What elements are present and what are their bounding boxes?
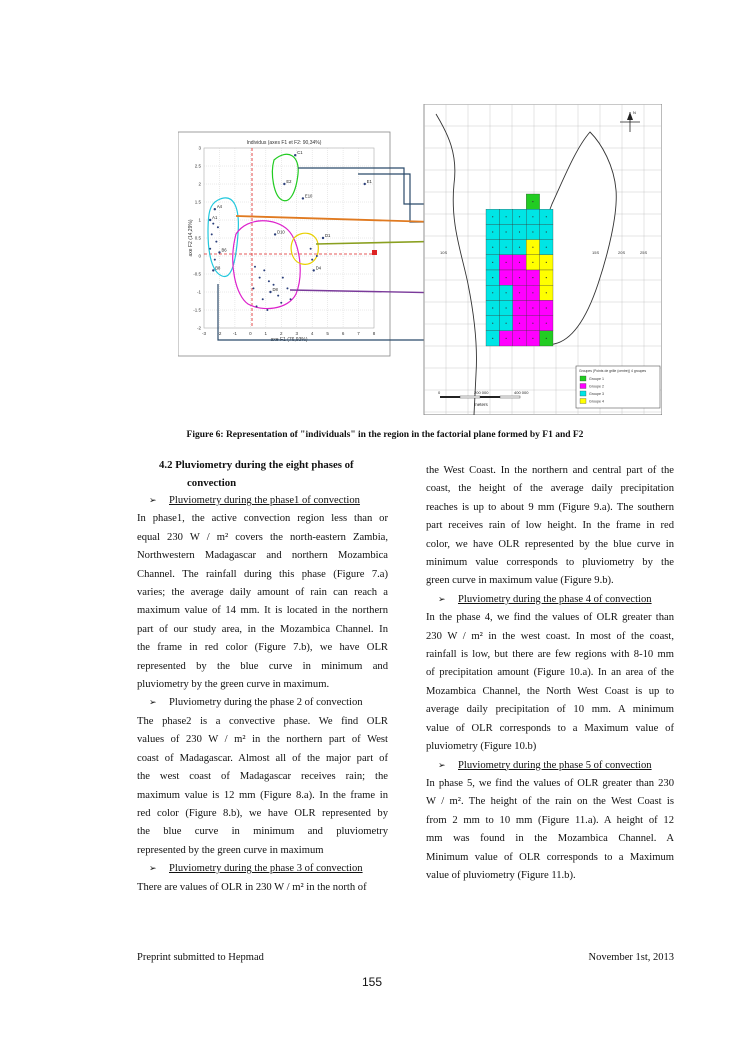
svg-text:meters: meters [474, 402, 488, 407]
section-title-line1: 4.2 Pluviometry during the eight phases of [159, 459, 354, 471]
figure-6 [178, 104, 662, 415]
legend-swatch [580, 391, 586, 396]
y-tick-label: 1.5 [194, 199, 201, 205]
scatter-point [266, 309, 268, 311]
scatter-point [214, 208, 216, 210]
point-label: B6 [221, 247, 227, 253]
svg-text:15S: 15S [592, 250, 600, 255]
scatter-point [215, 241, 217, 243]
footer-right: November 1st, 2013 [588, 952, 674, 963]
svg-text:N: N [633, 110, 636, 115]
y-tick-label: -2 [196, 325, 201, 331]
svg-text:25S: 25S [640, 250, 648, 255]
text-line: Channel. The rainfall during this phase (Figure 7.a) [137, 568, 388, 580]
figure-6-graphic [178, 104, 662, 415]
right-column [426, 462, 674, 885]
x-tick-label: -3 [201, 331, 207, 336]
scatter-point [364, 183, 366, 185]
point-label: E1 [366, 179, 372, 184]
x-tick-label: 1 [264, 331, 268, 336]
legend-title: Groupes (Points de grille (centre)) 4 groupes [579, 369, 647, 373]
scatter-point [322, 237, 324, 239]
scatter-point [311, 259, 313, 261]
point-label: A1 [212, 215, 218, 220]
arrow-bullet-icon: ➢ [438, 594, 446, 605]
map-panel [424, 104, 662, 415]
scatter-point [254, 266, 256, 268]
text-line: maximum value is 12 mm (Figure 8.a). In the frame in [137, 789, 388, 801]
text-line: In phase1, the active convection region less than or [137, 513, 388, 525]
text-line: Minimum value of OLR corresponds to a Maximum [426, 851, 674, 863]
left-column [137, 456, 388, 897]
text-line: minimum value corresponds to pluviometry by the [426, 557, 674, 569]
phase2-paragraph [137, 713, 388, 860]
scatter-point [273, 284, 275, 286]
scatter-point [209, 219, 211, 221]
legend-swatch [580, 376, 586, 381]
phase4-heading: ➢ Pluviometry during the phase 4 of convection [426, 591, 674, 609]
text-line: value of pluviometry (Figure 11.b). [426, 869, 576, 881]
y-tick-label: -1 [196, 289, 201, 295]
scatter-point [280, 302, 282, 304]
phase1-heading: ➢ Pluviometry during the phase1 of convection [137, 492, 388, 510]
text-line: from 2 mm to 10 mm (Figure 11.a). A height of 12 [426, 814, 674, 826]
text-line: equal 230 W / m² covers the north-eastern Zambia, [137, 531, 388, 543]
figure-caption: Figure 6: Representation of "individuals" in the region in the factorial plane formed by F1 and F2 [186, 430, 584, 440]
svg-text:0: 0 [438, 390, 441, 395]
text-line: In the phase 4, we find the values of OLR greater than [426, 612, 674, 624]
scatter-point [209, 248, 211, 250]
phase1-paragraph [137, 510, 388, 694]
text-line: color, we have OLR represented by the blue curve in [426, 538, 674, 550]
text-line: part of our study area, in the Mozambica Channel. In [137, 623, 388, 635]
text-line: pluviometry by the green curve in maximum. [137, 679, 330, 691]
scatter-point [262, 298, 264, 300]
y-tick-label: -1.5 [193, 307, 201, 313]
x-tick-label: 7 [357, 331, 360, 336]
x-tick-label: 4 [310, 331, 314, 336]
scatter-point [282, 277, 284, 279]
phase3-heading: ➢ Pluviometry during the phase 3 of convection [137, 860, 388, 878]
legend-swatch [580, 384, 586, 389]
scatter-point [259, 277, 261, 279]
arrow-bullet-icon: ➢ [149, 864, 157, 875]
legend-item: Groupe 1 [589, 377, 604, 381]
scatter-point [212, 269, 214, 271]
scatter-point [212, 223, 214, 225]
text-line: mm was found in the Mozambica Channel. A [426, 833, 674, 845]
y-tick-label: 0 [198, 253, 201, 259]
text-line: In phase 5, we find the values of OLR greater than 230 [426, 777, 674, 789]
svg-text:10S: 10S [440, 250, 448, 255]
scatter-point [268, 280, 270, 282]
scatter-title: Individus (axes F1 et F2: 90,34%) [246, 140, 322, 146]
text-line: values of 230 W / m² in the northern part of West [137, 734, 388, 746]
y-tick-label: 3 [198, 145, 201, 151]
scatter-point [283, 183, 285, 185]
x-tick-label: -2 [217, 331, 222, 336]
y-tick-label: 2.5 [194, 163, 201, 169]
scatter-point [269, 291, 271, 293]
text-line: varies; the average daily amount of rain can reach a [137, 587, 388, 599]
arrow-bullet-icon: ➢ [438, 760, 446, 771]
text-line: coast, the height of the average daily precipitation [426, 483, 674, 495]
text-line: the west coast of Madagascar receives rain; the [137, 771, 388, 783]
x-tick-label: 8 [372, 331, 376, 336]
scatter-point [217, 226, 219, 228]
legend-item: Groupe 2 [589, 384, 604, 389]
scatter-point [263, 269, 265, 271]
scatter-point [274, 233, 276, 235]
point-label: D1 [325, 233, 331, 238]
point-label: E2 [286, 179, 292, 184]
phase2-heading: ➢ Pluviometry during the phase 2 of convection [137, 694, 388, 712]
y-tick-label: 0.5 [194, 235, 201, 241]
text-line: There are values of OLR in 230 W / m² in the north of [137, 881, 367, 893]
text-line: red color (Figure 8.b), we have OLR represented by [137, 807, 388, 819]
pca-scatter-panel [178, 132, 390, 356]
footer-left: Preprint submitted to Hepmad [137, 952, 264, 963]
text-line: pluviometry (Figure 10.b) [426, 741, 537, 753]
svg-text:20S: 20S [618, 250, 626, 255]
scatter-point [256, 305, 258, 307]
y-tick-label: 1 [198, 217, 201, 223]
point-label: D10 [277, 229, 285, 235]
phase5-paragraph [426, 775, 674, 885]
x-tick-label: 3 [295, 331, 298, 336]
section-title-line2: convection [187, 477, 237, 489]
text-line: coast of Madagascar. Almost all of the major part of [137, 752, 388, 764]
point-label: D8 [272, 287, 278, 292]
y-tick-label: 2 [198, 181, 201, 187]
scatter-point [302, 197, 304, 199]
point-label: E10 [304, 193, 313, 199]
scatter-point [252, 287, 254, 289]
text-line: reaches is up to about 9 mm (Figure 9.a). The southern [426, 501, 674, 513]
arrow-bullet-icon: ➢ [149, 496, 157, 506]
scatter-x-label: axe F1 (76,93%) [270, 337, 308, 343]
svg-text:400 000: 400 000 [514, 390, 529, 395]
map-group-cells [486, 194, 553, 346]
x-tick-label: 2 [280, 331, 283, 336]
scatter-point [211, 233, 213, 235]
svg-text:200 000: 200 000 [474, 390, 489, 395]
scatter-point [294, 154, 296, 156]
text-line: Northwestern Madagascar and northern Mozambica [137, 550, 388, 562]
scatter-point [277, 295, 279, 297]
point-label: D4 [315, 265, 322, 271]
scatter-point [214, 259, 216, 261]
scatter-point [290, 298, 292, 300]
legend-item: Groupe 4 [589, 399, 604, 404]
x-tick-label: 6 [341, 331, 345, 336]
text-line: The phase2 is a convective phase. We find OLR [137, 715, 388, 727]
text-line: maximum value of 14 mm. It is located in the northern [137, 605, 388, 617]
text-line: 230 W / m² in the west coast. In most of the coast, [426, 630, 674, 642]
legend-item: Groupe 3 [589, 392, 604, 396]
x-tick-label: 0 [249, 331, 252, 336]
y-tick-label: -0.5 [193, 271, 201, 277]
text-line: value of OLR corresponds to a Maximum value of [426, 722, 674, 734]
text-line: Mozambica Channel, the North West Coast is up to [426, 685, 674, 697]
phase4-paragraph [426, 609, 674, 756]
legend-swatch [580, 399, 586, 404]
text-line: W / m². The height of the rain on the West Coast is [426, 796, 674, 808]
scatter-y-label: axe F2 (14,29%) [188, 219, 194, 257]
arrow-bullet-icon: ➢ [149, 698, 157, 709]
phase3-paragraph-start [137, 879, 388, 897]
x-tick-label: -1 [232, 331, 237, 336]
text-line: green curve in maximum value (Figure 9.b). [426, 575, 614, 587]
x-tick-label: 5 [326, 331, 329, 336]
text-line: represented by the blue curve in minimum and [137, 660, 388, 672]
scatter-point [313, 269, 315, 271]
text-line: the West Coast. In the northern and central part of the [426, 465, 674, 476]
scatter-point [286, 287, 288, 289]
text-line: represented by the green curve in maximum [137, 844, 324, 856]
point-label: C1 [297, 150, 303, 156]
scatter-point [316, 255, 318, 257]
text-line: rainfall is low, but there are few regions with 8-10 mm [426, 649, 674, 661]
text-line: average daily precipitation of 10 mm. A minimum [426, 704, 674, 716]
point-label: A4 [216, 204, 222, 210]
point-label: B8 [215, 265, 221, 271]
phase5-heading: ➢ Pluviometry during the phase 5 of convection [426, 757, 674, 775]
text-line: the frame in red color (Figure 7.b), we have OLR [137, 642, 388, 654]
text-line: the blue curve in minimum and pluviometry [137, 826, 388, 838]
phase3-paragraph-continued [426, 462, 674, 591]
scatter-point [310, 248, 312, 250]
text-line: of precipitation amount (Figure 10.a). In an area of the [426, 667, 674, 679]
text-line: part receives rain of low height. In the frame in red [426, 520, 674, 532]
map-legend [576, 366, 660, 408]
page-number: 155 [361, 975, 383, 989]
scatter-point [218, 251, 220, 253]
